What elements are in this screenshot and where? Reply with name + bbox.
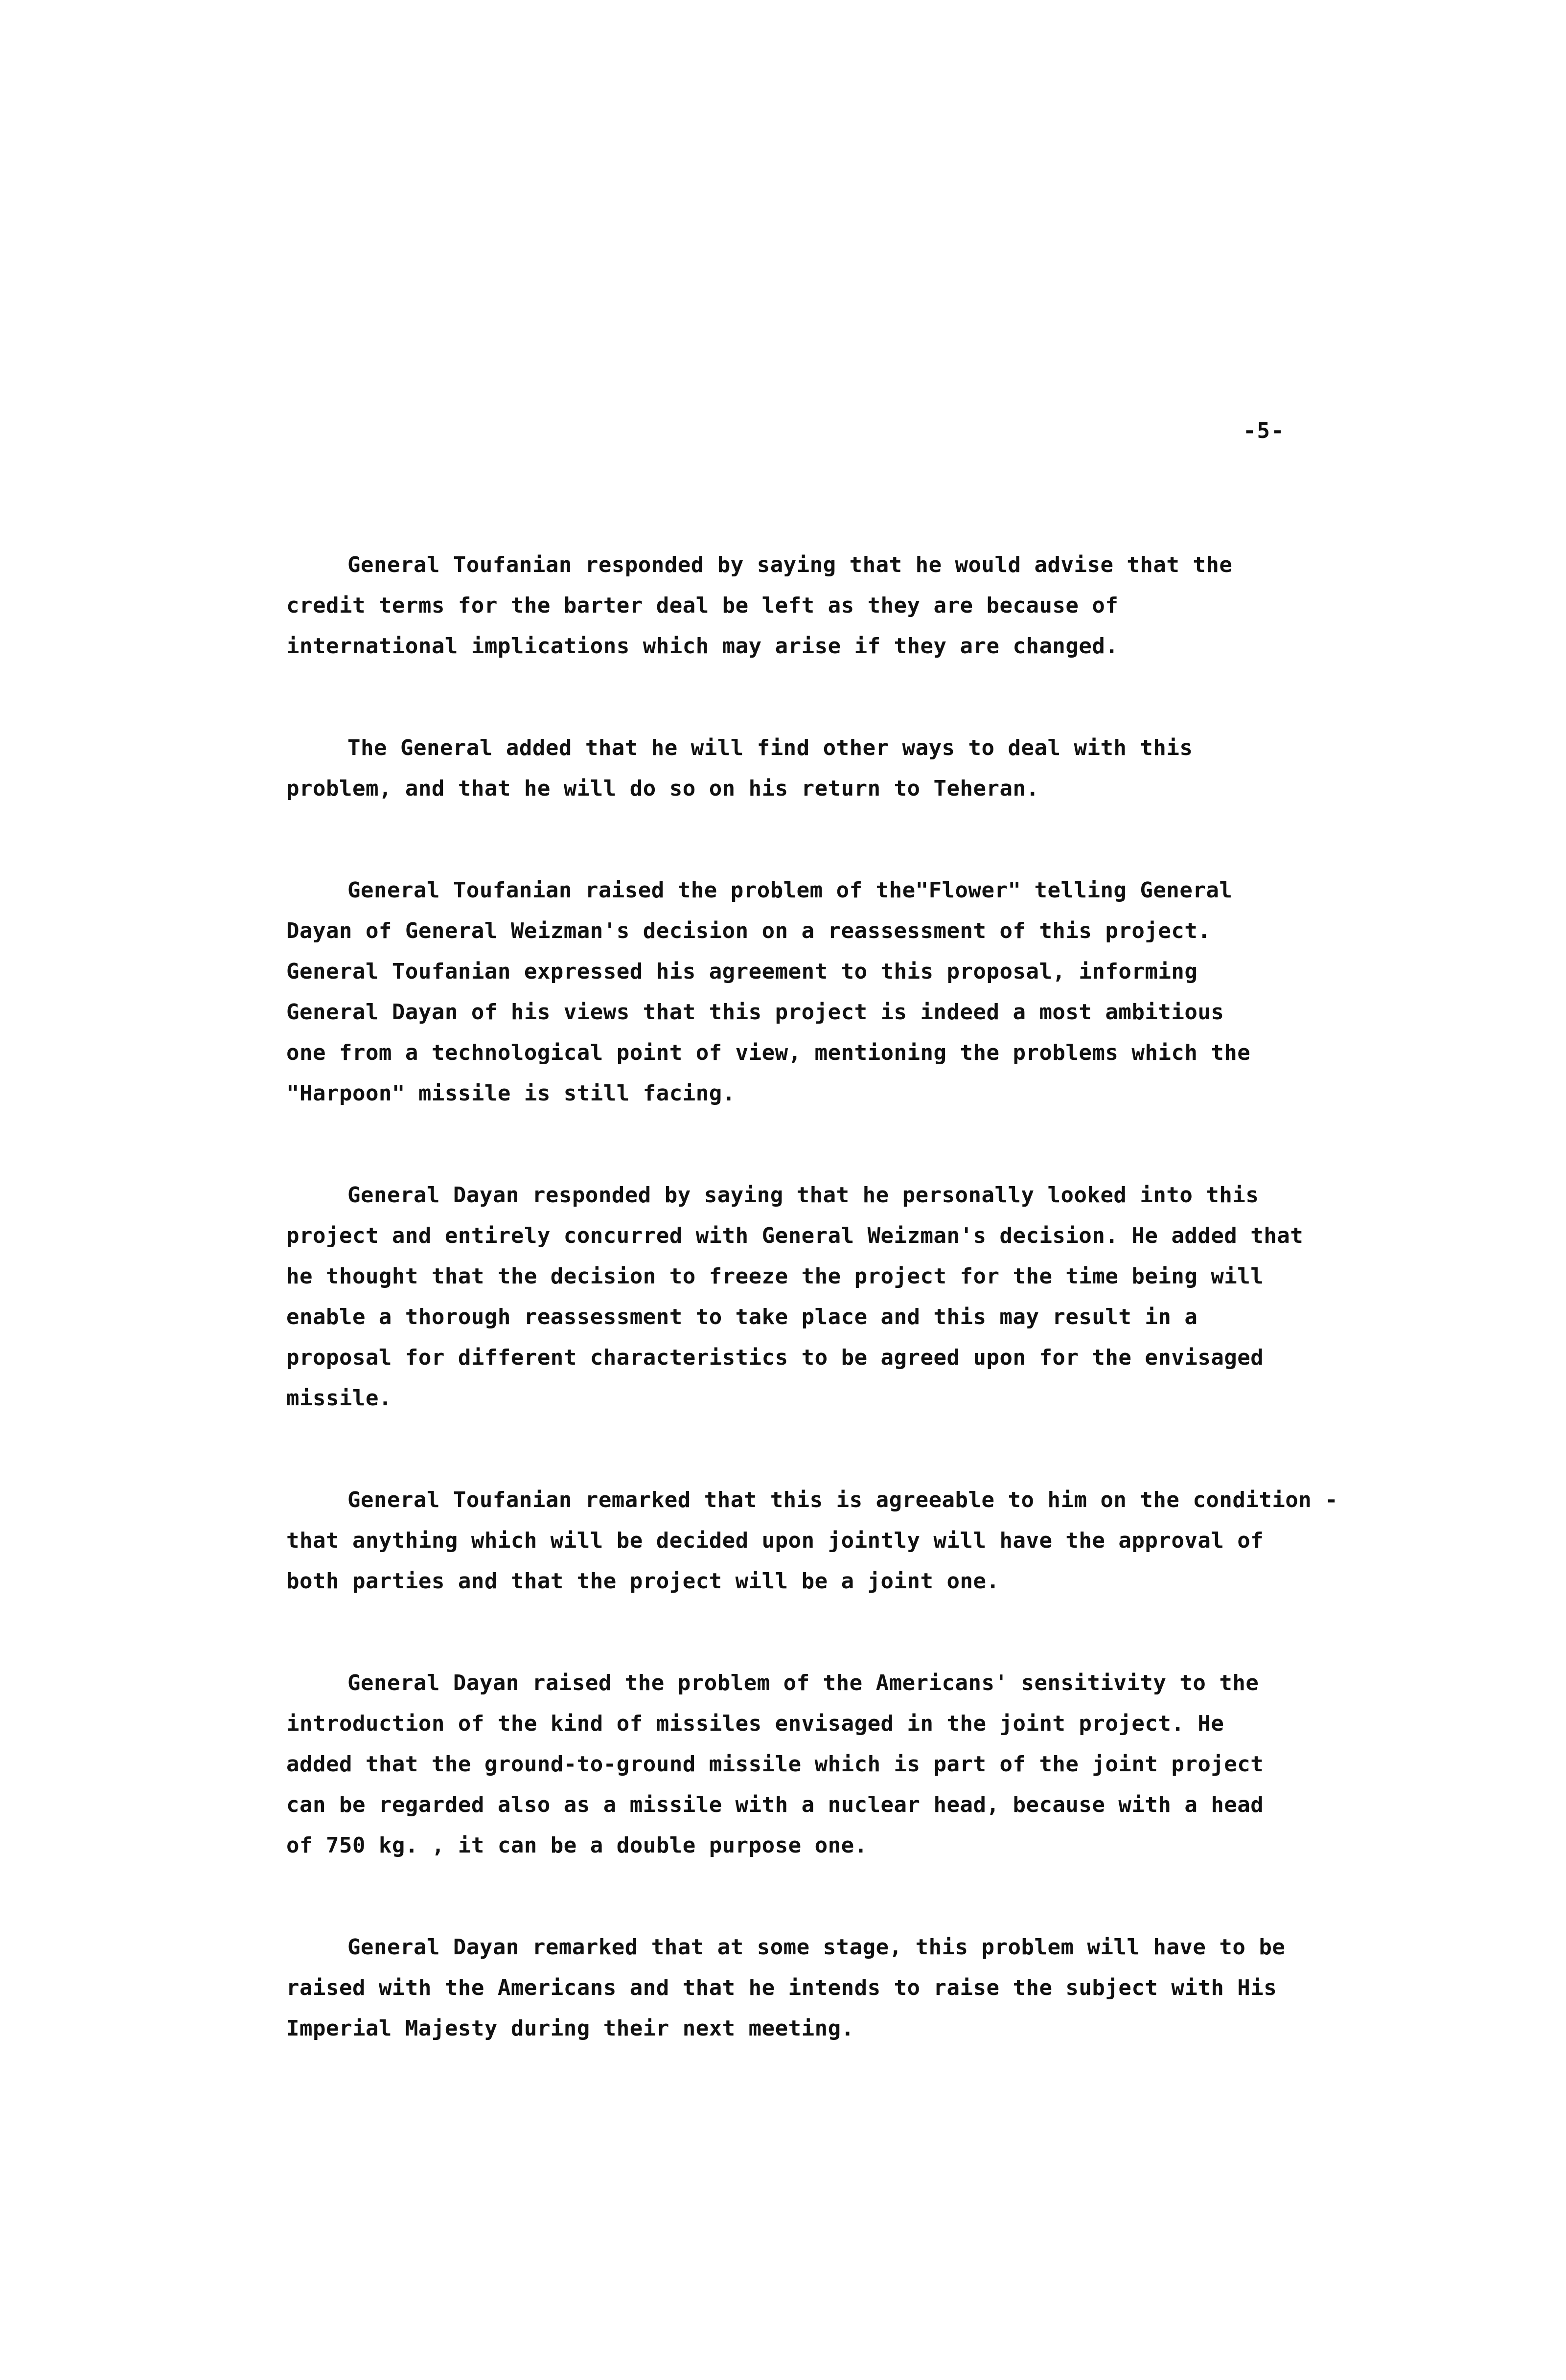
paragraph-text: that anything which will be decided upon jointly will have the approval of both parties and that the project will be a joint one. xyxy=(286,1528,1264,1594)
paragraph-first-line: General Toufanian remarked that this is agreeable to him on the condition - xyxy=(347,1488,1338,1512)
paragraph-first-line: General Toufanian raised the problem of the"Flower" telling General xyxy=(347,878,1233,903)
paragraph-first-line: The General added that he will find other ways to deal with this xyxy=(347,735,1193,760)
paragraph-first-line: General Toufanian responded by saying that he would advise that the xyxy=(347,552,1233,577)
paragraph-imperial-majesty xyxy=(286,1886,1363,2049)
paragraph-first-line: General Dayan raised the problem of the Americans' sensitivity to the xyxy=(347,1671,1259,1695)
paragraph-text: raised with the Americans and that he intends to raise the subject with His Imperial Majesty during their next meeting. xyxy=(286,1975,1277,2041)
paragraph-other-ways xyxy=(286,687,1363,809)
paragraph-first-line: General Dayan remarked that at some stage, this problem will have to be xyxy=(347,1935,1286,1960)
paragraph-freeze xyxy=(286,1134,1363,1419)
memo-body xyxy=(286,504,1363,2069)
paragraph-flower xyxy=(286,829,1363,1114)
paragraph-text: credit terms for the barter deal be left as they are because of international implications which may arise if they are changed. xyxy=(286,593,1119,659)
paragraph-responded xyxy=(286,504,1363,666)
paragraph-text: Dayan of General Weizman's decision on a reassessment of this project. General Toufanian expressed his agreement to this proposal, informing General Dayan of his views that this project is indeed a most ambitious one from a technological point of view, mentioning the problems which the "Harpoon" missile is still facing. xyxy=(286,918,1251,1106)
paragraph-americans xyxy=(286,1622,1363,1866)
paragraph-condition xyxy=(286,1439,1363,1602)
paragraph-first-line: General Dayan responded by saying that he personally looked into this xyxy=(347,1183,1259,1208)
page-number: -5- xyxy=(1243,418,1285,443)
paragraph-text: project and entirely concurred with General Weizman's decision. He added that he thought that the decision to freeze the project for the time being will enable a thorough reassessment to take place and this may result in a proposal for different characteristics to be agreed upon for the envisaged missile. xyxy=(286,1223,1304,1411)
paragraph-text: introduction of the kind of missiles envisaged in the joint project. He added that the ground-to-ground missile which is part of the joint project can be regarded also as a missile with a nuclear head, because with a head of 750 kg. , it can be a double purpose one. xyxy=(286,1711,1264,1858)
paragraph-text: problem, and that he will do so on his return to Teheran. xyxy=(286,776,1039,801)
